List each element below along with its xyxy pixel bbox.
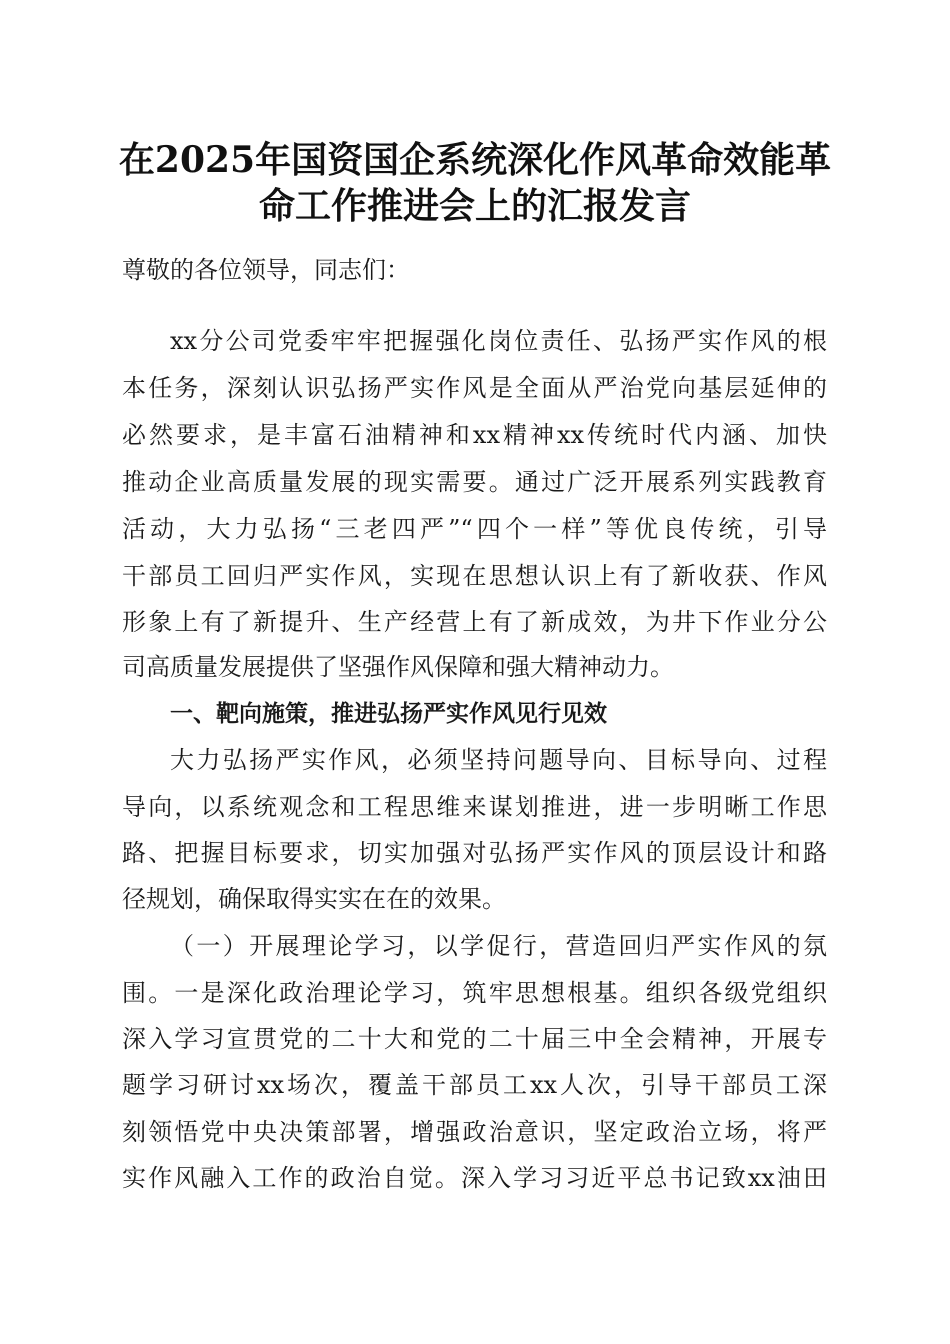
subsection-line: （一）开展理论学习，以学促行，营造回归严实作风的氛 xyxy=(170,932,827,960)
body-line: 径规划，确保取得实实在在的效果。 xyxy=(122,885,506,913)
body-line: xx分公司党委牢牢把握强化岗位责任、弘扬严实作风的根 xyxy=(170,327,827,355)
body-line: 刻领悟党中央决策部署，增强政治意识，坚定政治立场，将严 xyxy=(122,1118,827,1146)
section-heading: 一、靶向施策，推进弘扬严实作风见行见效 xyxy=(170,701,607,727)
body-line: 必然要求，是丰富石油精神和xx精神xx传统时代内涵、加快 xyxy=(122,421,827,449)
body-line: 围。一是深化政治理论学习，筑牢思想根基。组织各级党组织 xyxy=(122,979,827,1007)
body-line: 干部员工回归严实作风，实现在思想认识上有了新收获、作风 xyxy=(122,562,827,590)
body-line: 题学习研讨xx场次，覆盖干部员工xx人次，引导干部员工深 xyxy=(122,1071,827,1099)
body-line: 导向，以系统观念和工程思维来谋划推进，进一步明晰工作思 xyxy=(122,793,827,821)
body-line: 大力弘扬严实作风，必须坚持问题导向、目标导向、过程 xyxy=(170,746,827,774)
body-line: 本任务，深刻认识弘扬严实作风是全面从严治党向基层延伸的 xyxy=(122,374,827,402)
body-line: 深入学习宣贯党的二十大和党的二十届三中全会精神，开展专 xyxy=(122,1025,827,1053)
document-title-line-2: 命工作推进会上的汇报发言 xyxy=(258,185,691,227)
body-line: 形象上有了新提升、生产经营上有了新成效，为井下作业分公 xyxy=(122,608,827,636)
body-line: 司高质量发展提供了坚强作风保障和强大精神动力。 xyxy=(122,653,674,681)
body-line: 路、把握目标要求，切实加强对弘扬严实作风的顶层设计和路 xyxy=(122,839,827,867)
body-line: 活动，大力弘扬“三老四严”“四个一样”等优良传统，引导 xyxy=(122,515,827,543)
salutation: 尊敬的各位领导，同志们： xyxy=(122,256,410,284)
document-title-line-1: 在2025年国资国企系统深化作风革命效能革 xyxy=(118,139,832,181)
body-line: 推动企业高质量发展的现实需要。通过广泛开展系列实践教育 xyxy=(122,468,827,496)
body-line: 实作风融入工作的政治自觉。深入学习习近平总书记致xx油田 xyxy=(122,1164,827,1192)
